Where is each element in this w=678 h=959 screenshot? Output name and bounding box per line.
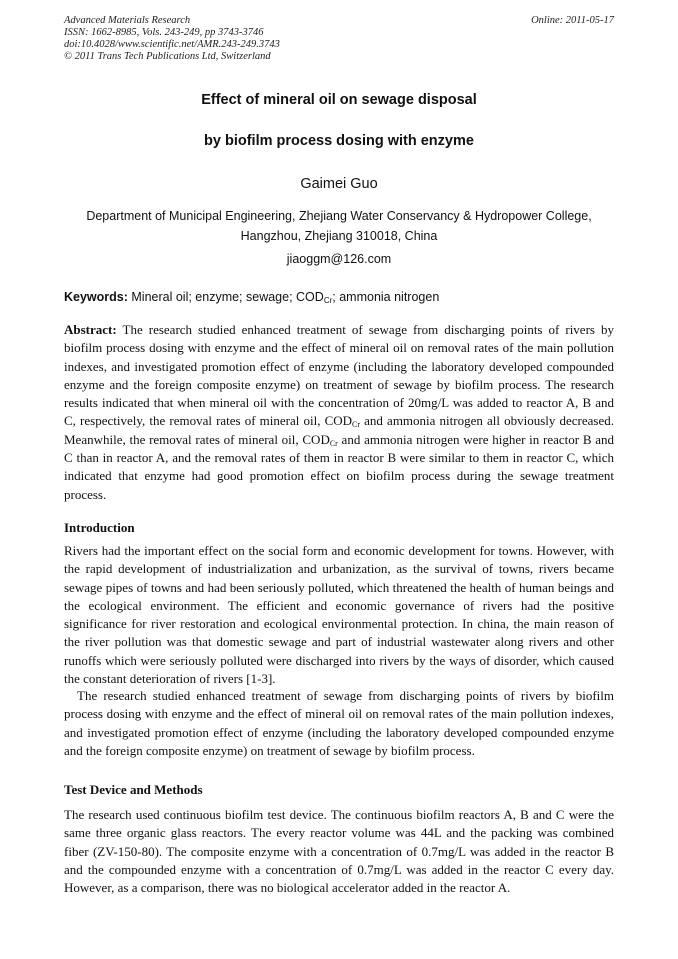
keywords-label: Keywords: bbox=[64, 290, 128, 304]
copyright-line: © 2011 Trans Tech Publications Ltd, Switzerland bbox=[64, 51, 271, 62]
introduction-paragraph-1: Rivers had the important effect on the social form and economic development for towns. However, with the rapid development of industrialization and urbanization, as the survival of towns, rivers became sewage pipes of towns and had been seriously polluted, which threatened the health of human beings and the ecological environment. The efficient and economic governance of rivers had the positive significance for river restoration and ecological environmental protection. In china, the main reason of the river pollution was that domestic sewage and part of industrial wastewater along rivers and other runoffs which were seriously polluted were discharged into rivers by the ways of disorder, which caused the constant deterioration of rivers [1-3]. bbox=[64, 543, 614, 687]
paper-title-line-1: Effect of mineral oil on sewage disposal bbox=[201, 92, 477, 108]
abstract-sub-2: Cr bbox=[329, 438, 338, 448]
affiliation-line-2: Hangzhou, Zhejiang 310018, China bbox=[240, 228, 438, 243]
introduction-heading: Introduction bbox=[64, 520, 135, 535]
issn-line: ISSN: 1662-8985, Vols. 243-249, pp 3743-3746 bbox=[64, 27, 264, 38]
keywords-text-1: Mineral oil; enzyme; sewage; COD bbox=[127, 290, 324, 304]
abstract bbox=[64, 321, 614, 504]
abstract-sub-1: Cr bbox=[352, 420, 361, 430]
affiliation bbox=[64, 207, 614, 246]
journal-header bbox=[64, 15, 614, 63]
doi-line[interactable]: doi:10.4028/www.scientific.net/AMR.243-249.3743 bbox=[64, 39, 280, 50]
test-methods-heading: Test Device and Methods bbox=[64, 782, 203, 797]
online-date: Online: 2011-05-17 bbox=[531, 15, 614, 26]
keywords bbox=[64, 290, 614, 304]
author-name: Gaimei Guo bbox=[300, 176, 378, 192]
abstract-part-2: and ammonia nitrogen all obviously decreased. Meanwhile, the removal rates of mineral oil, COD bbox=[64, 413, 614, 447]
introduction-paragraph-2: The research studied enhanced treatment of sewage from discharging points of rivers by biofilm process dosing with enzyme and the effect of mineral oil on removal rates of the main pollution indexes, and investigated promotion effect of enzyme (including the laboratory developed compounded enzyme and the foreign composite enzyme) on treatment of sewage by biofilm process. bbox=[64, 688, 614, 758]
abstract-part-3: and ammonia nitrogen were higher in reactor B and C than in reactor A, and the removal rates of them in reactor B were similar to them in reactor C, which indicated that enzyme had good promotion effect on biofilm process during the sewage treatment process. bbox=[64, 431, 614, 502]
keywords-sub: Cr bbox=[323, 296, 333, 305]
keywords-text-2: ; ammonia nitrogen bbox=[332, 290, 440, 304]
abstract-part-1: The research studied enhanced treatment of sewage from discharging points of rivers by biofilm process dosing with enzyme and the effect of mineral oil on removal rates of the main pollution indexes, and investigated promotion effect of enzyme (including the laboratory developed compounded enzyme and the foreign composite enzyme) on treatment of sewage by biofilm process. The research results indicated that when mineral oil with the concentration of 20mg/L was added to reactor A, B and C, respectively, the removal rates of mineral oil, COD bbox=[64, 322, 614, 429]
journal-name: Advanced Materials Research bbox=[64, 15, 191, 26]
paper-title-line-2: by biofilm process dosing with enzyme bbox=[204, 133, 474, 149]
author-email[interactable]: jiaoggm@126.com bbox=[286, 252, 392, 266]
affiliation-line-1: Department of Municipal Engineering, Zhejiang Water Conservancy & Hydropower College, bbox=[86, 209, 592, 223]
test-methods-paragraph-1: The research used continuous biofilm test device. The continuous biofilm reactors A, B and C were the same three organic glass reactors. The every reactor volume was 44L and the packing was combined fiber (ZV-150-80). The composite enzyme with a concentration of 0.7mg/L was added in the reactor B and the compounded enzyme with a concentration of 0.7mg/L was added in the reactor C every day. However, as a comparison, there was no biological accelerator added in the reactor A. bbox=[64, 807, 614, 896]
abstract-label: Abstract: bbox=[64, 322, 117, 337]
